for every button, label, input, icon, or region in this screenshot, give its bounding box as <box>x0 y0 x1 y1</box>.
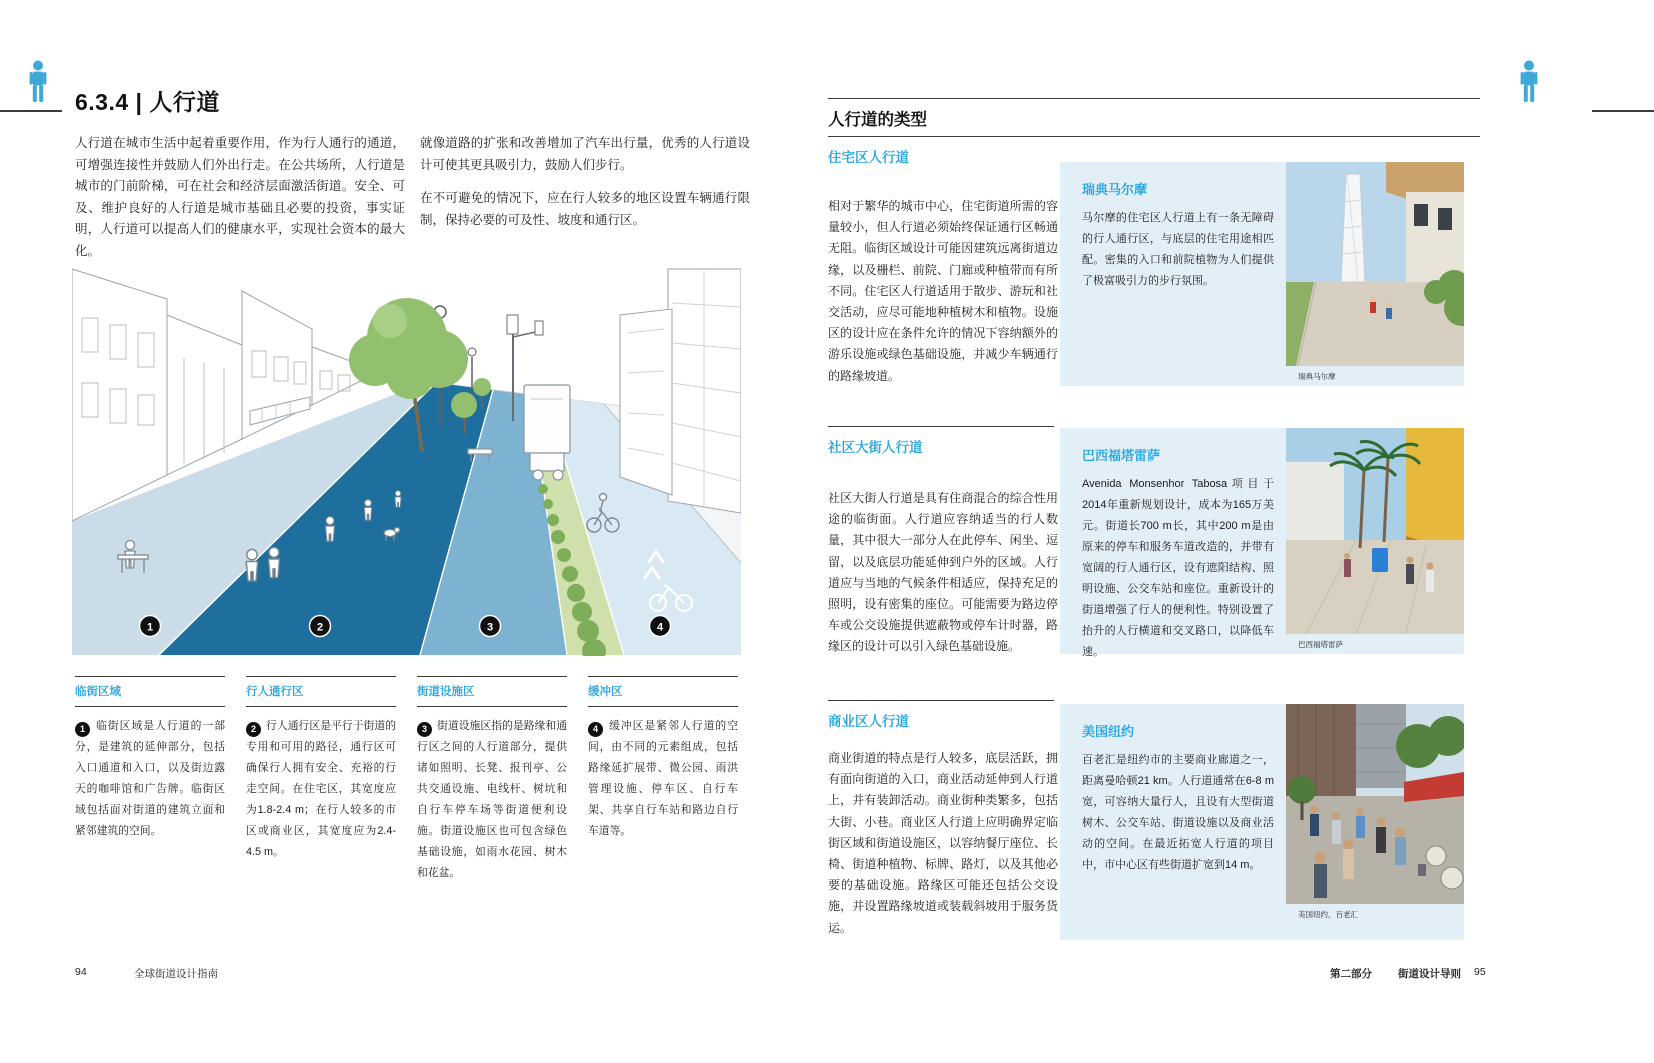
page-number-right: 95 <box>1474 966 1486 978</box>
zone-description: 3 街道设施区指的是路缘和通行区之间的人行道部分，提供诸如照明、长凳、报刊亭、公共交通设施、电线杆、树坑和自行车停车场等街道便利设施。街道设施区也可包含绿色基础设施，如雨水花园、树木和花盆。 <box>417 720 567 879</box>
zone-number-badge: 1 <box>75 722 90 737</box>
page-number-left: 94 <box>75 966 87 978</box>
subsection-rule <box>828 426 1054 427</box>
case-study-box <box>1060 162 1464 386</box>
subsection-body: 商业街道的特点是行人较多，底层活跃，拥有面向街道的入口，商业活动延伸到人行道上，并有装卸活动。商业街种类繁多，包括大街、小巷。商业区人行道上应明确界定临街区域和街道设施区，以容纳餐厅座位、长椅、街道种植物、标牌、路灯，以及其他必要的基础设施。路缘区可能还包括公交设施，并设置路缘坡道或装载斜坡用于服务货运。 <box>828 751 1058 935</box>
subsection-heading: 商业区人行道 <box>828 714 909 729</box>
margin-rule-left <box>0 110 62 112</box>
case-study-title: 巴西福塔雷萨 <box>1082 448 1161 463</box>
photo-new-york-broadway <box>1286 704 1464 904</box>
zone-column-furniture <box>417 676 567 884</box>
zone-heading: 临街区域 <box>75 676 225 707</box>
footer-section-title: 街道设计导则 <box>1398 968 1461 980</box>
case-study-title: 瑞典马尔摩 <box>1082 182 1148 197</box>
zone-description: 4 缓冲区是紧邻人行道的空间，由不同的元素组成，包括路缘延扩展带、微公园、雨洪管理设施、停车区、自行车架、共享自行车站和路边自行车道等。 <box>588 720 738 837</box>
footer-book-title: 全球街道设计指南 <box>134 968 218 980</box>
zone-heading: 街道设施区 <box>417 676 567 707</box>
case-study-box <box>1060 704 1464 940</box>
subsection-body: 社区大街人行道是具有住商混合的综合性用途的临街面。人行道应容纳适当的行人数量，其中很大一部分人在此停车、闲坐、逗留，以及底层功能延伸到户外的区域。人行道应与当地的气候条件相适应，保持充足的照明，设有密集的座位。可能需要为路边停车或公交设施提供遮蔽物或停车计时器，路缘区的设计可以引入绿色基础设施。 <box>828 491 1058 654</box>
zone-description: 1 临街区域是人行道的一部分，是建筑的延伸部分，包括入口通道和入口，以及街边露天的咖啡馆和广告牌。临街区域包括面对街道的建筑立面和紧邻建筑的空间。 <box>75 720 225 837</box>
case-study-title: 美国纽约 <box>1082 724 1135 739</box>
photo-caption: 瑞典马尔摩 <box>1298 372 1336 381</box>
case-study-box <box>1060 428 1464 658</box>
intro-paragraph: 在不可避免的情况下，应在行人较多的地区设置车辆通行限制，保持必要的可及性、坡度和通行区。 <box>420 191 750 227</box>
case-study-body: 百老汇是纽约市的主要商业廊道之一，距离曼哈顿21 km。人行道通常在6-8 m宽，可容纳大量行人，且设有大型街道树木、公交车站、街道设施以及商业活动的空间。在最近拓宽人行道的项目中，市中心区有些街道扩宽到14 m。 <box>1082 754 1274 871</box>
section-title: 人行道的类型 <box>828 111 927 129</box>
photo-fortaleza-street <box>1286 428 1464 634</box>
zone-marker-3: 3 <box>486 621 494 634</box>
zone-marker-2: 2 <box>316 621 324 634</box>
zone-description: 2 行人通行区是平行于街道的专用和可用的路径，通行区可确保行人拥有安全、充裕的行走空间。在住宅区，其宽度应为1.8-2.4 m；在行人较多的市区或商业区，其宽度应为2.4-4.5 m。 <box>246 720 396 858</box>
sidewalk-zones-illustration <box>72 262 741 656</box>
intro-paragraph: 就像道路的扩张和改善增加了汽车出行量，优秀的人行道设计可使其更具吸引力，鼓励人们步行。 <box>420 136 750 172</box>
pedestrian-icon <box>27 60 49 106</box>
zone-number-badge: 3 <box>417 722 432 737</box>
subsection-rule <box>828 700 1054 701</box>
intro-column-2 <box>420 133 750 243</box>
subsection-body: 相对于繁华的城市中心，住宅街道所需的容量较小，但人行道必须始终保证通行区畅通无阻。临街区域设计可能因建筑远离街道边缘，以及栅栏、前院、门廊或种植带而有所不同。住宅区人行道适用于散步、游玩和社交活动，应尽可能地种植树木和植物。设施区的设计应在条件允许的情况下容纳额外的游乐设施或绿色基础设施，并减少车辆通行的路缘坡道。 <box>828 199 1058 383</box>
title-rule-bottom <box>828 136 1480 137</box>
footer-part-label: 第二部分 <box>1330 968 1372 980</box>
zone-number-badge: 4 <box>588 722 603 737</box>
photo-caption: 美国纽约，百老汇 <box>1298 910 1358 919</box>
intro-paragraph: 人行道在城市生活中起着重要作用，作为行人通行的通道，可增强连接性并鼓励人们外出行走。在公共场所，人行道是城市的门前阶梯，可在社会和经济层面激活街道。安全、可及、维护良好的人行道是城市基础且必要的投资，事实证明，人行道可以提高人们的健康水平，实现社会资本的最大化。 <box>75 136 405 258</box>
subsection-heading: 住宅区人行道 <box>828 150 909 165</box>
title-rule-top <box>828 98 1480 99</box>
zone-marker-4: 4 <box>656 621 664 634</box>
zone-heading: 行人通行区 <box>246 676 396 707</box>
case-study-body: Avenida Monsenhor Tabosa项目于2014年重新规划设计，成本为165万美元。街道长700 m长，其中200 m是由原来的停车和服务车道改造的，并带有宽阔的行人通行区，设有遮阳结构、照明设施、公交车站和座位。重新设计的街道增强了行人的便利性。特别设置了抬升的人行横道和交叉路口，以降低车速。 <box>1082 478 1274 658</box>
zone-column-frontage <box>75 676 225 842</box>
page-title: 6.3.4 | 人行道 <box>75 89 220 115</box>
pedestrian-icon <box>1518 60 1540 106</box>
zone-column-through <box>246 676 396 863</box>
truck <box>524 385 570 480</box>
case-study-body: 马尔摩的住宅区人行道上有一条无障碍的行人通行区，与底层的住宅用途相匹配。密集的入口和前院植物为人们提供了极富吸引力的步行氛围。 <box>1082 212 1274 287</box>
zone-column-buffer <box>588 676 738 842</box>
zone-number-badge: 2 <box>246 722 261 737</box>
intro-column-1 <box>75 133 405 275</box>
photo-caption: 巴西福塔雷萨 <box>1298 640 1343 649</box>
subsection-heading: 社区大街人行道 <box>828 440 923 455</box>
zone-heading: 缓冲区 <box>588 676 738 707</box>
zone-marker-1: 1 <box>146 621 154 634</box>
margin-rule-right <box>1592 110 1654 112</box>
photo-malmo-sidewalk <box>1286 162 1464 366</box>
